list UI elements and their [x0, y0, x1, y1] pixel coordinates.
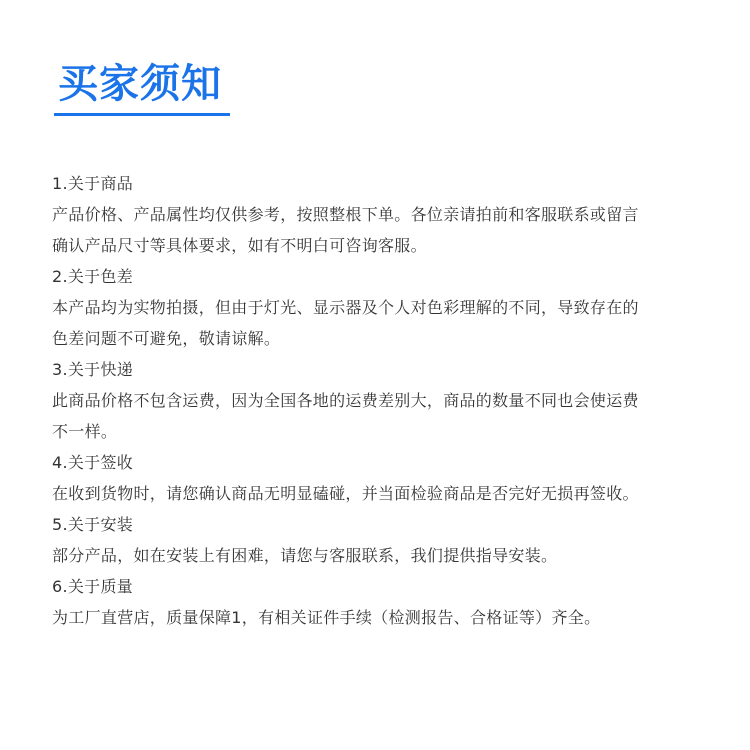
section-heading: 1.关于商品	[52, 174, 134, 193]
section-text-line: 本产品均为实物拍摄，但由于灯光、显示器及个人对色彩理解的不同，导致存在的	[52, 298, 639, 317]
section-heading: 4.关于签收	[52, 453, 134, 472]
title-underline	[54, 113, 230, 116]
section-text-line: 此商品价格不包含运费，因为全国各地的运费差别大，商品的数量不同也会使运费	[52, 391, 639, 410]
title-block	[54, 56, 230, 116]
section-text-line: 产品价格、产品属性均仅供参考，按照整根下单。各位亲请拍前和客服联系或留言	[52, 205, 639, 224]
section-heading: 6.关于质量	[52, 577, 134, 596]
section-product	[52, 168, 712, 261]
section-heading: 3.关于快递	[52, 360, 134, 379]
section-text-line: 确认产品尺寸等具体要求，如有不明白可咨询客服。	[52, 236, 427, 255]
notice-content	[52, 168, 712, 633]
section-text-line: 部分产品，如在安装上有困难，请您与客服联系，我们提供指导安装。	[52, 546, 558, 565]
section-signing	[52, 447, 712, 509]
section-text-line: 为工厂直营店，质量保障1，有相关证件手续（检测报告、合格证等）齐全。	[52, 608, 601, 627]
section-text-line: 在收到货物时，请您确认商品无明显磕碰，并当面检验商品是否完好无损再签收。	[52, 484, 639, 503]
section-heading: 2.关于色差	[52, 267, 134, 286]
section-color-difference	[52, 261, 712, 354]
section-heading: 5.关于安装	[52, 515, 134, 534]
section-quality	[52, 571, 712, 633]
section-delivery	[52, 354, 712, 447]
section-installation	[52, 509, 712, 571]
section-text-line: 不一样。	[52, 422, 118, 441]
page-title: 买家须知	[58, 61, 222, 107]
section-text-line: 色差问题不可避免，敬请谅解。	[52, 329, 281, 348]
